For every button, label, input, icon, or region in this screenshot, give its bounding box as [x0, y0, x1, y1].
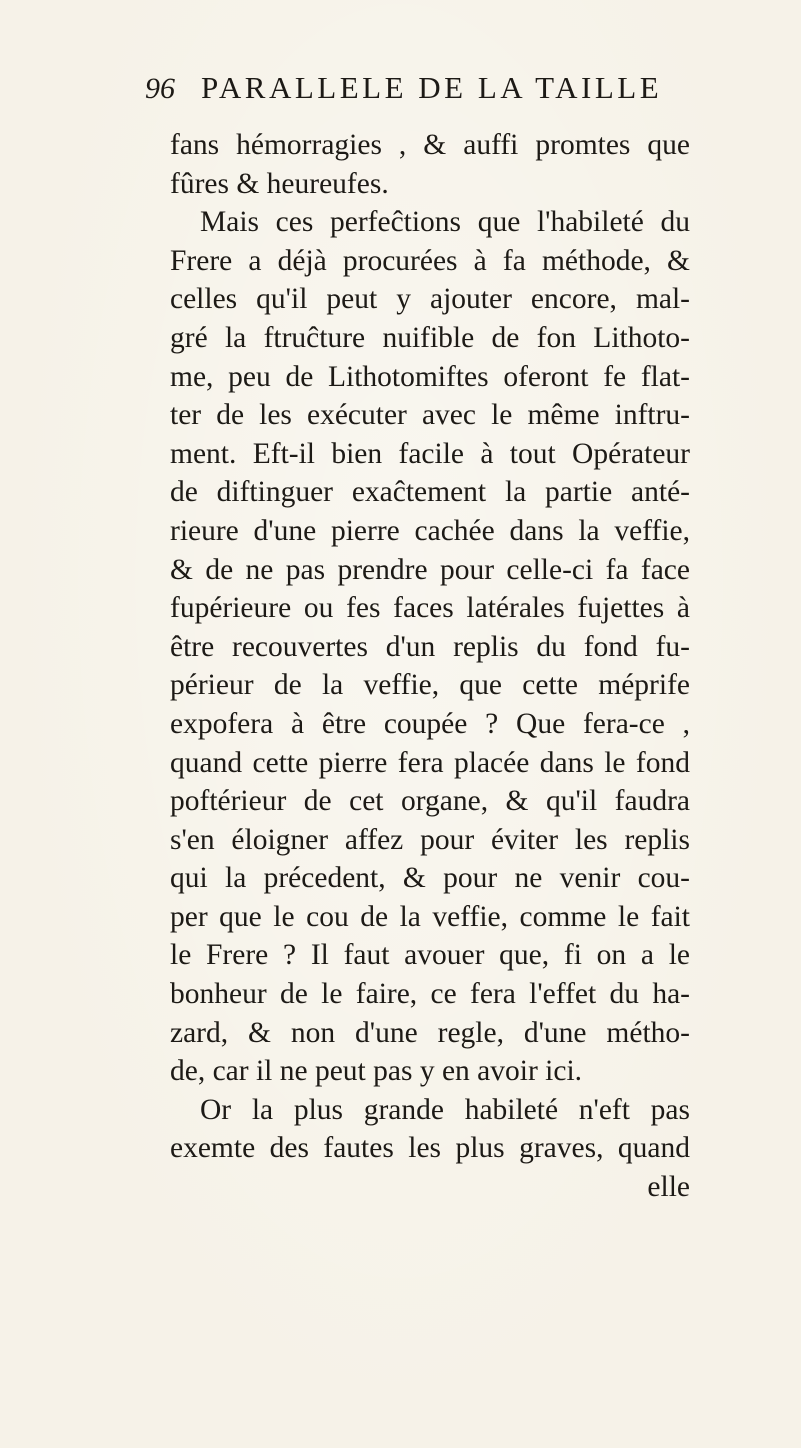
text-line: fans hémorragies , & auffi promtes que [170, 129, 690, 161]
text-line: quand cette pierre fera placée dans le fond [170, 746, 690, 779]
text-line: fupérieure ou fes faces latérales fujettes à [170, 592, 690, 625]
text-line: périeur de la veffie, que cette méprife [170, 669, 690, 702]
text-line: rieure d'une pierre cachée dans la veffie, [170, 514, 690, 547]
text-line: fûres & heureufes. [170, 167, 389, 200]
text-line: Or la plus grande habileté n'eft pas [200, 1093, 690, 1126]
running-head [145, 70, 685, 110]
text-line: exemte des fautes les plus graves, quand [170, 1132, 690, 1165]
text-line: s'en éloigner affez pour éviter les replis [170, 823, 690, 856]
text-line: bonheur de le faire, ce fera l'effet du ha- [170, 978, 690, 1011]
text-line: poftérieur de cet organe, & qu'il faudra [170, 785, 690, 818]
text-line: celles qu'il peut y ajouter encore, mal- [170, 283, 690, 316]
text-line: ter de les exécuter avec le même inftru- [170, 399, 690, 432]
text-line: Mais ces perfeĉtions que l'habileté du [200, 206, 690, 239]
text-line: & de ne pas prendre pour celle-ci fa face [170, 553, 690, 586]
page-number: 96 [145, 72, 175, 105]
text-line: expofera à être coupée ? Que fera-ce , [170, 707, 690, 740]
running-title: PARALLELE DE LA TAILLE [201, 70, 663, 105]
text-line: per que le cou de la veffie, comme le fait [170, 900, 690, 933]
text-line: gré la ftruĉture nuifible de fon Lithoto- [170, 321, 690, 354]
catchword: elle [647, 1171, 690, 1204]
text-line: ment. Eft-il bien facile à tout Opérateur [170, 437, 690, 470]
text-line: le Frere ? Il faut avouer que, fi on a le [170, 939, 690, 972]
text-line: me, peu de Lithotomiftes oferont fe flat- [170, 360, 690, 393]
body-text [170, 126, 690, 1207]
text-line: de diftinguer exaĉtement la partie anté- [170, 476, 690, 509]
text-line: de, car il ne peut pas y en avoir ici. [170, 1055, 583, 1088]
text-line: qui la précedent, & pour ne venir cou- [170, 862, 690, 895]
text-line: Frere a déjà procurées à fa méthode, & [170, 244, 690, 277]
text-line: être recouvertes d'un replis du fond fu- [170, 630, 690, 663]
text-line: zard, & non d'une regle, d'une métho- [170, 1016, 690, 1049]
